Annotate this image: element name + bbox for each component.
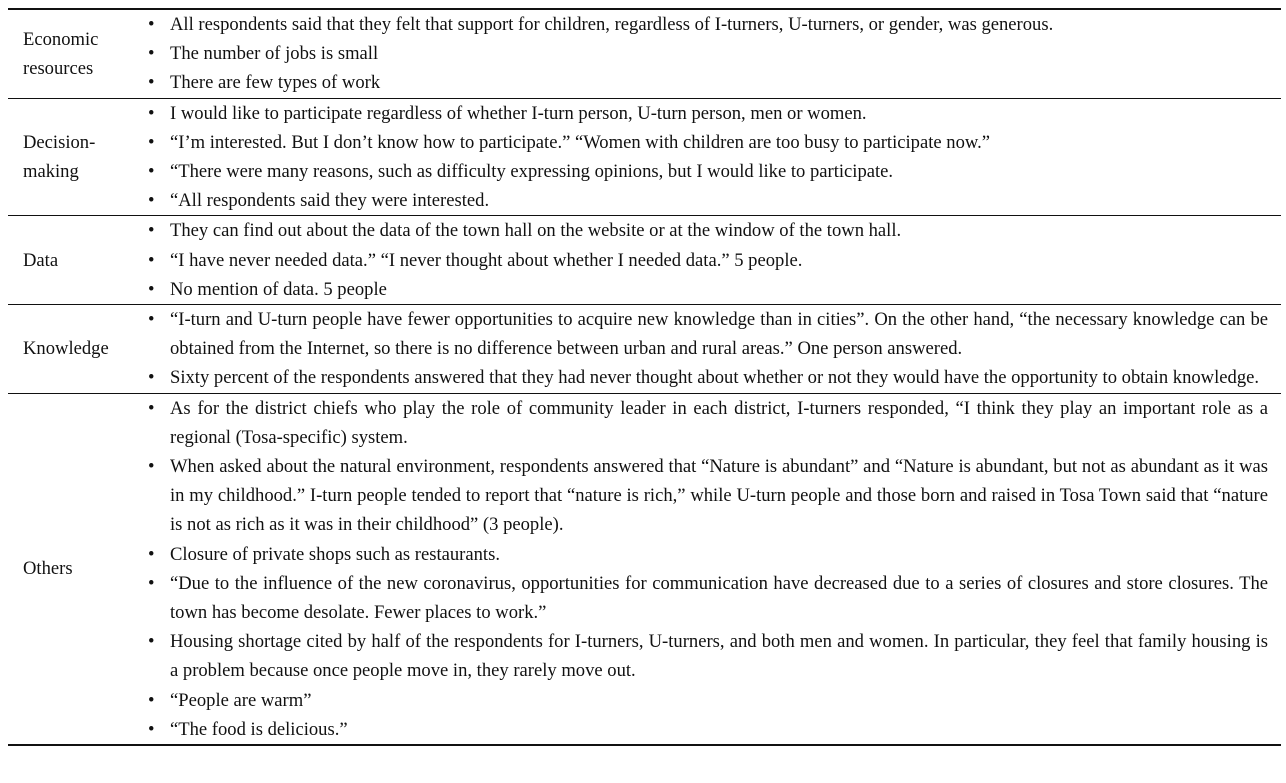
- list-item: • “I’m interested. But I don’t know how to participate.” “Women with children are too busy to participate now.”: [8, 128, 1268, 157]
- table-row-decision-making: [8, 98, 1281, 216]
- list-item: • Closure of private shops such as restaurants.: [8, 540, 1268, 569]
- list-item: • “I-turn and U-turn people have fewer opportunities to acquire new knowledge than in cities”. On the other hand, “the necessary knowledge can be obtained from the Internet, so there is no difference between urban and rural areas.” One person answered.: [8, 305, 1268, 363]
- table-row-data: [8, 215, 1281, 304]
- list-item: • The number of jobs is small: [8, 39, 1268, 68]
- row-items: [133, 305, 1281, 393]
- list-item: • “I have never needed data.” “I never thought about whether I needed data.” 5 people.: [8, 246, 1268, 275]
- list-item: • “The food is delicious.”: [8, 715, 1268, 744]
- list-item: • They can find out about the data of the town hall on the website or at the window of the town hall.: [8, 216, 1268, 245]
- list-item: • When asked about the natural environment, respondents answered that “Nature is abundant” and “Nature is abundant, but not as abundant as it was in my childhood.” I-turn people tended to report that “nature is rich,” while U-turn people and those born and raised in Tosa Town said that “nature is not as rich as it was in their childhood” (3 people).: [8, 452, 1268, 540]
- row-category: Others: [23, 558, 73, 580]
- row-category: Economic resources: [23, 28, 99, 79]
- list-item: • Housing shortage cited by half of the respondents for I-turners, U-turners, and both men and women. In particular, they feel that family housing is a problem because once people move in, they rarely move out.: [8, 627, 1268, 685]
- row-items: [133, 394, 1281, 744]
- table-row-others: [8, 393, 1281, 744]
- findings-table: [8, 8, 1281, 746]
- list-item: • All respondents said that they felt that support for children, regardless of I-turners, U-turners, or gender, was generous.: [8, 10, 1268, 39]
- list-item: • There are few types of work: [8, 68, 1268, 97]
- list-item: • “All respondents said they were interested.: [8, 186, 1268, 215]
- table-row-knowledge: [8, 304, 1281, 393]
- list-item: • “People are warm”: [8, 686, 1268, 715]
- row-items: [133, 99, 1281, 216]
- row-category: Decision-making: [23, 131, 96, 183]
- list-item: • “Due to the influence of the new coronavirus, opportunities for communication have decreased due to a series of closures and store closures. The town has become desolate. Fewer places to work.”: [8, 569, 1268, 627]
- row-category: Data: [23, 249, 59, 271]
- row-items: [133, 10, 1281, 98]
- list-item: • Sixty percent of the respondents answered that they had never thought about whether or not they would have the opportunity to obtain knowledge.: [8, 363, 1268, 392]
- row-category: Knowledge: [23, 338, 109, 360]
- table-row-economic-resources: [8, 10, 1281, 98]
- list-item: • “There were many reasons, such as difficulty expressing opinions, but I would like to participate.: [8, 157, 1268, 186]
- list-item: • As for the district chiefs who play the role of community leader in each district, I-turners responded, “I think they play an important role as a regional (Tosa-specific) system.: [8, 394, 1268, 452]
- list-item: • No mention of data. 5 people: [8, 275, 1268, 304]
- list-item: • I would like to participate regardless of whether I-turn person, U-turn person, men or women.: [8, 99, 1268, 128]
- row-items: [133, 216, 1281, 304]
